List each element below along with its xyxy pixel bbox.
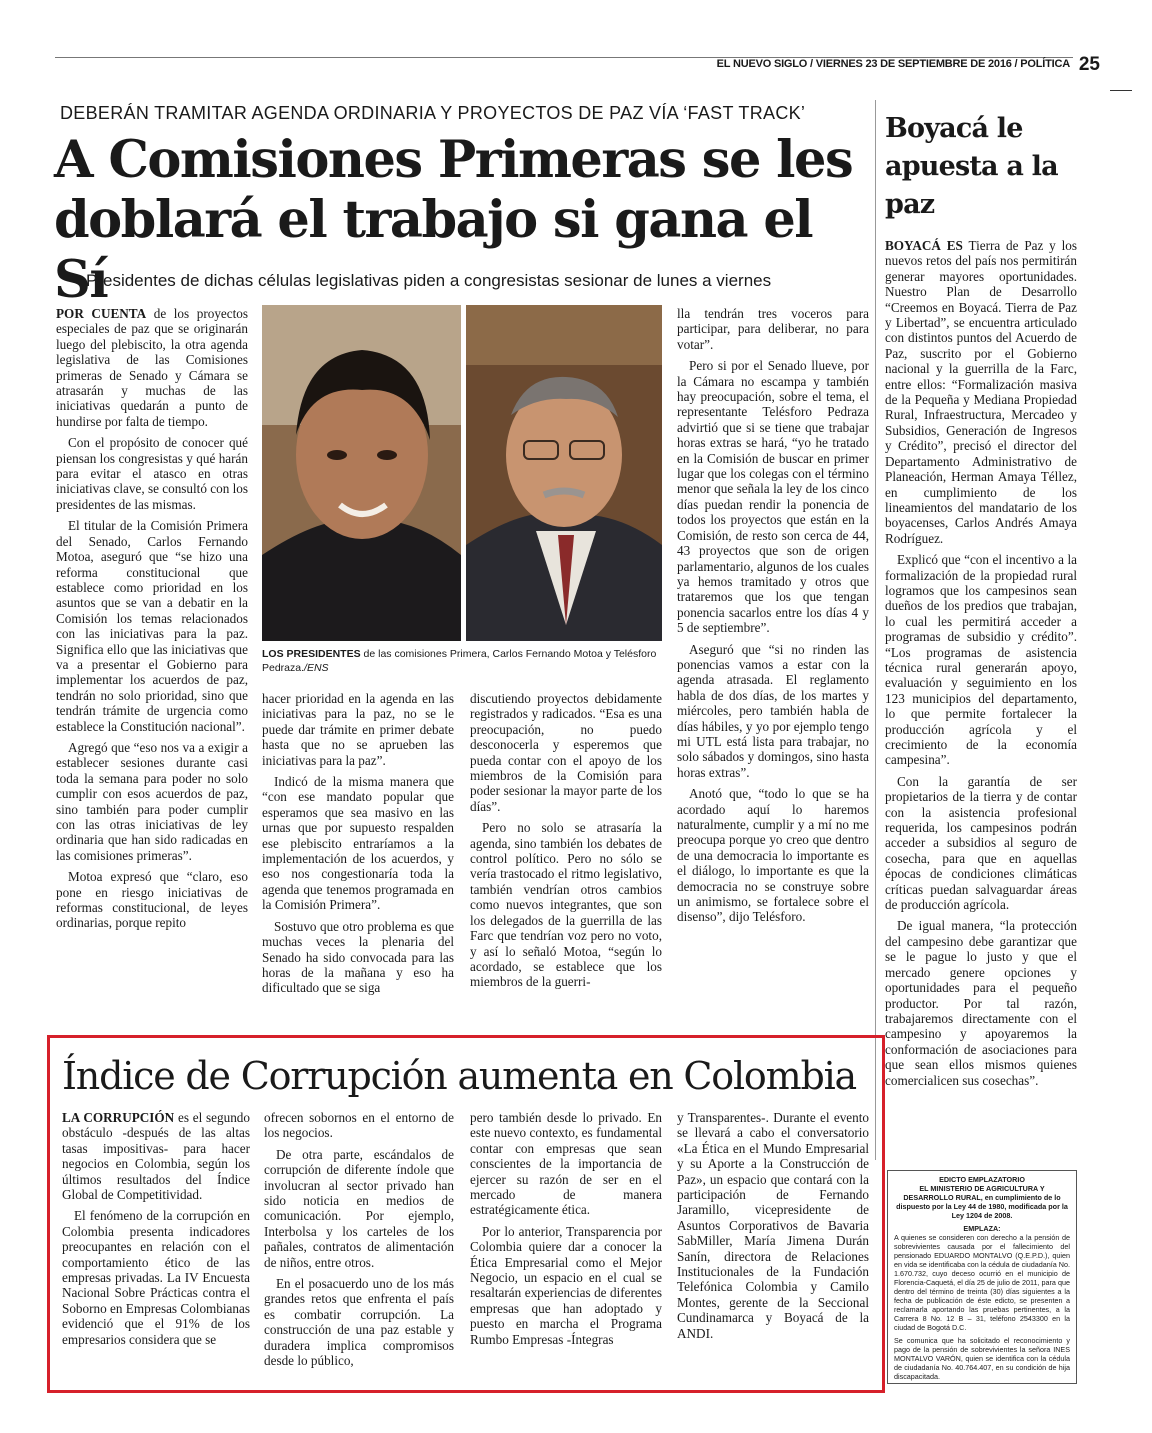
notice-emplaza: EMPLAZA:: [963, 1224, 1001, 1233]
corruption-column-3: [470, 1110, 662, 1353]
page-folio: EL NUEVO SIGLO / VIERNES 23 DE SEPTIEMBRE DE 2016 / POLÍTICA: [716, 58, 1070, 70]
paragraph: Explicó que “con el incentivo a la formalización de la propiedad rural logramos que los campesinos sean dueños de los predios que trabajan, lo cual les permitirá acceder a programas de subsidio y crédito”. “Los programas de asistencia técnica rural generarán apoyo, evaluación y seguimiento en los 123 municipios del departamento, lo que permite fortalecer la producción agrícola y el crecimiento de la economía campesina”.: [885, 552, 1077, 768]
paragraph: Sostuvo que otro problema es que muchas veces la plenaria del Senado ha sido convocada para las horas de la mañana y eso ha dificultado que se siga: [262, 918, 454, 996]
portrait-illustration: [262, 305, 461, 641]
photo-caption: [262, 647, 662, 675]
paragraph: De otra parte, escándalos de corrupción de diferente índole que involucran al sector privado han sido noticia en medios de comunicación. Por ejemplo, Interbolsa y los carteles de los pañales, contratos de alimentación de niños, entre otros.: [264, 1146, 454, 1270]
notice-title: EDICTO EMPLAZATORIO: [939, 1175, 1025, 1184]
sidebar-title: Boyacá le apuesta a la paz: [885, 113, 1058, 220]
caption-text: de las comisiones Primera, Carlos Fernando Motoa y Telésforo Pedraza.: [262, 648, 657, 674]
paragraph: ofrecen sobornos en el entorno de los negocios.: [264, 1110, 454, 1141]
article-headline: A Comisiones Primeras se les doblará el trabajo si gana el Sí: [54, 130, 853, 310]
lead-in: BOYACÁ ES: [885, 238, 963, 253]
paragraph: Con la garantía de ser propietarios de la tierra y de contar con la asistencia profesional requerida, los campesinos podrán acceder a subsidios al seguro de cosecha, para que en aquellas épocas de condiciones climáticas críticas puedan salvaguardar áreas de producción agrícola.: [885, 773, 1077, 913]
paragraph: Motoa expresó que “claro, eso pone en riesgo iniciativas de reformas constitucional, de leyes ordinarias, porque repito: [56, 869, 248, 931]
paragraph: pero también desde lo privado. En este nuevo contexto, es fundamental contar con empresas que sean conscientes de la importancia de ejercer su razón de ser en el mercado de manera estratégicamente ética.: [470, 1110, 662, 1218]
paragraph: lla tendrán tres voceros para participar, para deliberar, no para votar”.: [677, 306, 869, 352]
paragraph: y Transparentes-. Durante el evento se llevará a cabo el conversatorio «La Ética en el Mundo Empresarial y su Aporte a la Construcción de Paz», un espacio que contará con la participación de Fernando Jaramillo, vicepresidente de Asuntos Corporativos de Bavaria SabMiller, María Jimena Durán Sanín, directora de Relaciones Institucionales de la Fundación Telefónica Colombia y Camilo Montes, gerente de la Seccional Cundinamarca y Boyacá de la ANDI.: [677, 1110, 869, 1341]
article-column-4: [677, 306, 869, 931]
paragraph: Aseguró que “si no rinden las ponencias vamos a estar con la agenda atrasada. El reglamento habla de dos días, de los martes y miércoles, pero también habla de días hábiles, y yo por ejemplo tengo mi UTL está lista para trabajar, no solo sábados y domingos, sino hasta horas extras”.: [677, 641, 869, 780]
page-number: 25: [1078, 54, 1100, 75]
paragraph: Con el propósito de conocer qué piensan los congresistas y qué harán para evitar el atasco en otras iniciativas clave, se consultó con los presidentes de las mismas.: [56, 435, 248, 512]
lead-in: POR CUENTA: [56, 306, 147, 321]
article-column-1: [56, 306, 248, 937]
paragraph: Pero no solo se atrasaría la agenda, sino también los debates de control político. Pero no sólo se vería trastocado el ritmo legislativo, también vendrían otros cambios como nuevos integrantes, que son los delegados de la guerrilla de las Farc que tendrían voz pero no voto, y así lo señaló Motoa, “según lo acordado, se establece que los miembros de la guerri-: [470, 820, 662, 990]
paragraph: El fenómeno de la corrupción en Colombia presenta indicadores preocupantes en relación con el comportamiento ético de las empresas privadas. La IV Encuesta Nacional Sobre Prácticas contra el Soborno en Empresas Colombianas evidenció que el 91% de los empresarios considera que se: [62, 1208, 250, 1347]
corruption-column-2: [264, 1110, 454, 1375]
notice-subtitle: EL MINISTERIO DE AGRICULTURA Y DESARROLLO RURAL, en cumplimiento de lo dispuesto por la Ley 44 de 1980, modificada por la Ley 1204 de 2008.: [896, 1184, 1068, 1220]
notice-body: A quienes se consideren con derecho a la pensión de sobrevivientes causada por el fallecimiento del pensionado EDUARDO MONTALVO (Q.E.P.D.), quien en vida se identificaba con la cédula de ciudadanía No. 1.670.732, cuyo deceso ocurrió en el municipio de Florencia-Caquetá, el día 25 de julio de 2011, para que dentro del término de treinta (30) días siguientes a la fecha de publicación de éste edicto, se presenten a reclamarla aportando las pruebas pertinentes, a la Carrera 8 No. 12 B – 31, teléfono 2543300 en la ciudad de Bogotá D.C.: [894, 1233, 1070, 1332]
paragraph: En el posacuerdo uno de los más grandes retos que enfrenta el país es combatir corrupción. La construcción de una paz estable y duradera implica compromisos desde lo público,: [264, 1276, 454, 1369]
portrait-illustration: [466, 305, 662, 641]
paragraph: Por lo anterior, Transparencia por Colombia quiere dar a conocer la Ética Empresarial como el Mejor Negocio, un espacio en el cual se resaltarán experiencias de diferentes empresas que han adoptado y puesto en marcha el Programa Rumbo Empresas -Íntegras: [470, 1223, 662, 1347]
paragraph: Tierra de Paz y los nuevos retos del país nos permitirán generar mayores oportunidades. Nuestro Plan de Desarrollo “Creemos en Boyacá. Tierra de Paz y Libertad”, se encuentra articulado con distintos puntos del Acuerdo de Paz, suscrito por el Gobierno nacional y la guerrilla de la Farc, entre ellos: “Formalización masiva de la Pequeña y Mediana Propiedad Rural, Infraestructura, Mercadeo y Subsidios, Generación de Ingresos y Crédito”, precisó el director del Departamento Administrativo de Planeación, Herman Amaya Téllez, en cumplimiento de los lineamientos del mandatario de los boyacenses, Carlos Andrés Amaya Rodríguez.: [885, 238, 1077, 546]
paragraph: Pero si por el Senado llueve, por la Cámara no escampa y también hay preocupación, sobre el tema, el representante Telésforo Pedraza advirtió que si se tiene que trabajar horas extras se hará, “yo he tratado en la Comisión de buscar en primer lugar que los colegas con el término menor que señala la ley de los cinco días puedan rendir la ponencia de todos los proyectos que están en la Comisión, de resto son cerca de 44, 43 proyectos que son de origen parlamentario, algunos de los cuales ya hemos tramitado y otros que trataremos que los que tengan ponencia sacarlos entre los días 4 y 5 de septiembre”.: [677, 358, 869, 636]
photo-telesforo-pedraza: [466, 305, 662, 641]
lead-in: LA CORRUPCIÓN: [62, 1110, 175, 1125]
article-deck: Presidentes de dichas células legislativas piden a congresistas sesionar de lunes a viernes: [86, 271, 772, 290]
column-divider: [875, 100, 876, 1160]
paragraph: El titular de la Comisión Primera del Senado, Carlos Fernando Motoa, aseguró que “se hizo una reforma constitucional que establece como prioridad en los asuntos que se van a debatir en la Comisión los temas relacionados con las iniciativas para la paz. Significa ello que las iniciativas que va a presentar el Gobierno para implementar los acuerdos de paz, tendrán no solo prioridad, sino que tendrán trámite de urgencia como establece la Constitución nacional”.: [56, 518, 248, 734]
paragraph: Anotó que, “todo lo que se ha acordado aquí lo haremos naturalmente, cumplir y a mí no me preocupa porque yo creo que dentro de una democracia lo importante es el diálogo, lo importante es que la democracia no se construye sobre un animismo, se fortalece sobre el disenso”, dijo Telésforo.: [677, 786, 869, 925]
article-column-3: [470, 691, 662, 996]
notice-footer: Se comunica que ha solicitado el reconocimiento y pago de la pensión de sobrevivientes la señora INES MONTALVO VARÓN, quien se identifica con la cédula de ciudadanía No. 40.764.407, en su condición de hija discapacitada.: [894, 1336, 1070, 1381]
legal-notice-box: [887, 1170, 1077, 1384]
photo-carlos-motoa: [262, 305, 461, 641]
paragraph: De igual manera, “la protección del campesino debe garantizar que se le pague lo justo y que el mercado genere opciones y oportunidades para el pequeño productor. Por tal razón, trabajaremos directamente con el campesino y apoyaremos la conformación de asociaciones para que sean ellos mismos quienes comercialicen sus cosechas”.: [885, 918, 1077, 1088]
paragraph: es el segundo obstáculo -después de las altas tasas impositivas- para hacer negocios en Colombia, según los últimos resultados del Índice Global de Competitividad.: [62, 1110, 250, 1203]
article-column-2: [262, 691, 454, 1002]
caption-credit: /ENS: [304, 662, 329, 674]
paragraph: discutiendo proyectos debidamente registrados y radicados. “Esa es una preocupación, no puedo desconocerla y esperemos que pueda contar con el apoyo de los miembros de la Comisión para poder sesionar la mayor parte de los días”.: [470, 691, 662, 814]
paragraph: de los proyectos especiales de paz que se originarán luego del plebiscito, la otra agenda legislativa de las Comisiones primeras de Senado y Cámara se atrasarán y muchas de las iniciativas quedarán a punto de hundirse por falta de tiempo.: [56, 306, 249, 429]
corruption-column-4: [677, 1110, 869, 1347]
paragraph: Agregó que “eso nos va a exigir a establecer sesiones durante casi toda la semana para poder no solo cumplir con esos acuerdos de paz, sino también para poder cumplir con las otras iniciativas de ley ordinaria que han sido radicadas en las comisiones primeras”.: [56, 739, 248, 863]
sidebar-column: [885, 238, 1077, 1094]
corruption-headline: Índice de Corrupción aumenta en Colombia: [62, 1054, 856, 1098]
paragraph: Indicó de la misma manera que “con ese mandato popular que esperamos que sea masivo en las urnas que por supuesto respalden ese plebiscito entraríamos a la implementación de los acuerdos, y eso nos congestionaría toda la agenda que tenemos programada en la Comisión Primera”.: [262, 774, 454, 913]
corruption-column-1: [62, 1110, 250, 1353]
article-kicker: DEBERÁN TRAMITAR AGENDA ORDINARIA Y PROYECTOS DE PAZ VÍA ‘FAST TRACK’: [60, 103, 806, 123]
paragraph: hacer prioridad en la agenda en las iniciativas para la paz, no se le puede dar trámite en primer debate hasta que no se aprueben las iniciativas para la paz”.: [262, 691, 454, 768]
caption-lead: LOS PRESIDENTES: [262, 648, 361, 660]
crop-mark: [1110, 90, 1132, 91]
